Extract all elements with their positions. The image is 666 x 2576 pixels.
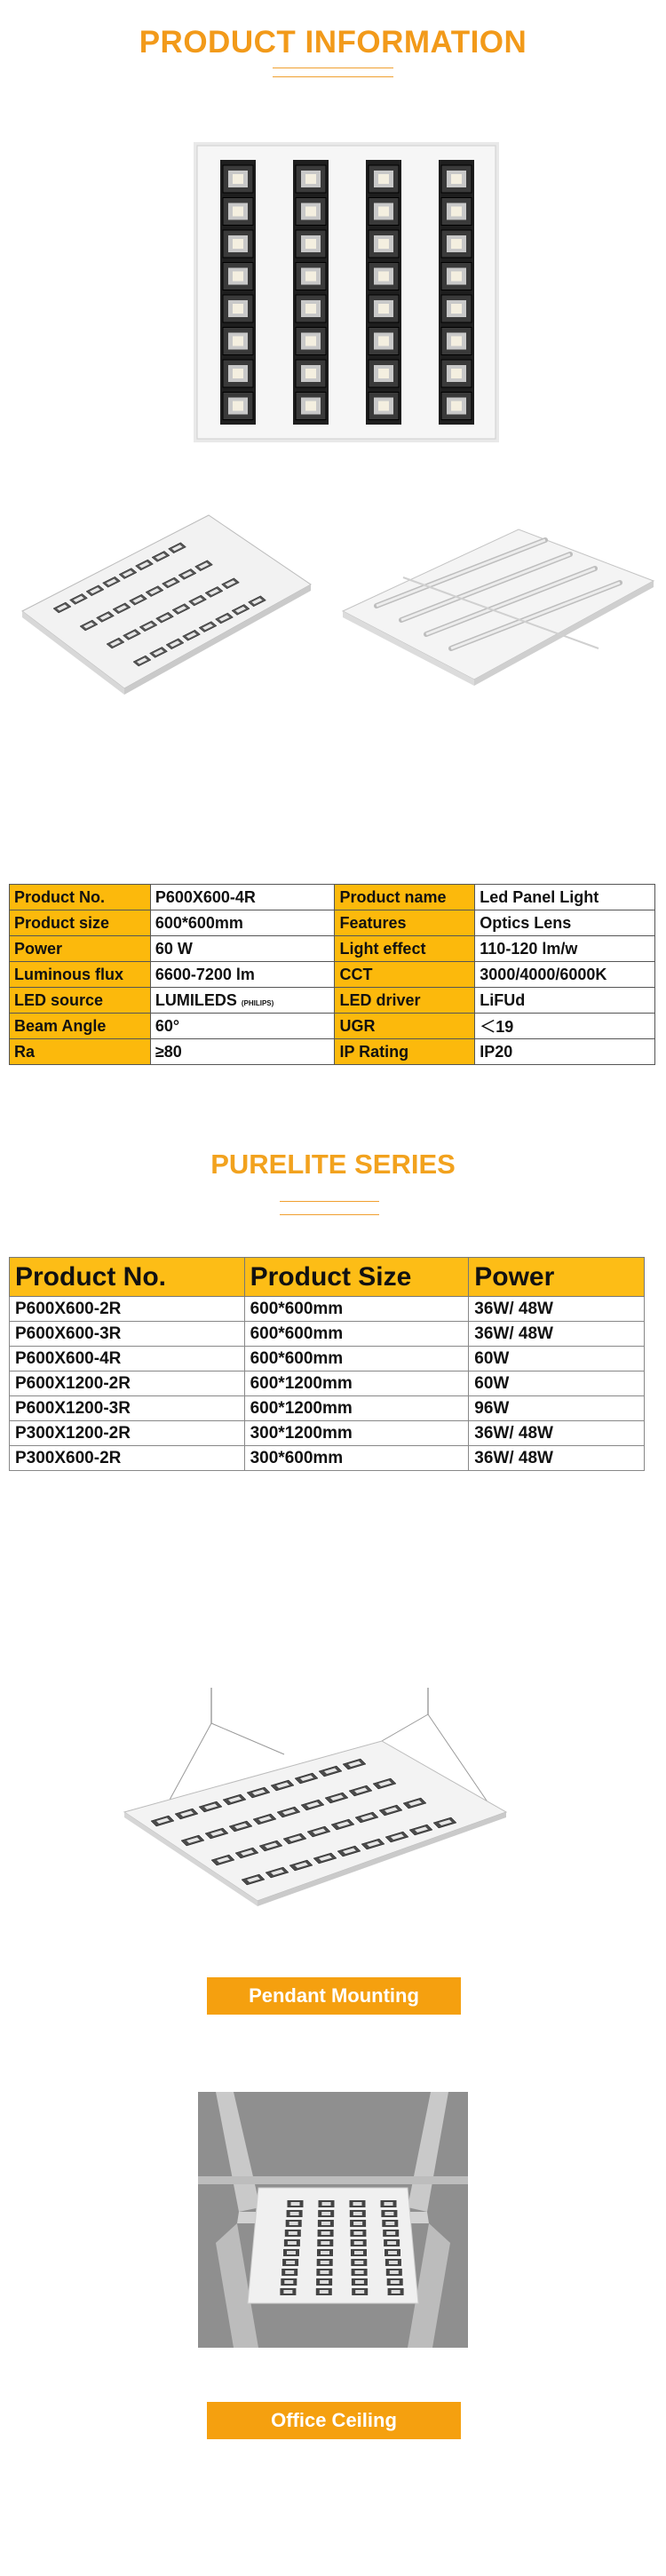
- spec-value-text: LUMILEDS: [155, 990, 237, 1009]
- series-cell-power: 96W: [469, 1396, 645, 1421]
- spec-row: [10, 885, 655, 910]
- pendant-mounting-photo: [115, 1688, 542, 1919]
- spec-key-text: LED driver: [339, 990, 421, 1009]
- spec-key: [335, 1039, 475, 1065]
- spec-value: [475, 885, 655, 910]
- spec-value-text: 6600-7200 lm: [155, 965, 255, 983]
- spec-key: [335, 962, 475, 988]
- page-title: PRODUCT INFORMATION: [139, 25, 527, 60]
- series-cell-product-size: 300*600mm: [244, 1446, 469, 1471]
- series-row: [10, 1446, 645, 1471]
- spec-key-text: Luminous flux: [14, 965, 123, 983]
- series-cell-product-size: 600*600mm: [244, 1322, 469, 1347]
- spec-key-text: Power: [14, 939, 63, 958]
- series-row: [10, 1297, 645, 1322]
- spec-value-text: LiFUd: [480, 990, 526, 1009]
- spec-table: [9, 884, 655, 1065]
- series-cell-product-no: P600X1200-2R: [10, 1371, 245, 1396]
- spec-key: [335, 936, 475, 962]
- spec-key: [10, 885, 151, 910]
- spec-value: [150, 910, 335, 936]
- spec-value: [150, 936, 335, 962]
- spec-key: [10, 1014, 151, 1039]
- spec-value-text: 110-120 lm/w: [480, 939, 578, 958]
- series-cell-product-no: P600X600-4R: [10, 1347, 245, 1371]
- series-cell-power: 36W/ 48W: [469, 1446, 645, 1471]
- spec-key: [335, 910, 475, 936]
- product-front-photo: [194, 142, 499, 442]
- series-table: [9, 1257, 645, 1471]
- series-cell-product-size: 600*600mm: [244, 1347, 469, 1371]
- spec-key: [335, 1014, 475, 1039]
- series-cell-power: 60W: [469, 1347, 645, 1371]
- spec-value: [150, 885, 335, 910]
- col-header-product-no: Product No.: [10, 1258, 245, 1297]
- spec-key: [10, 1039, 151, 1065]
- spec-key: [335, 885, 475, 910]
- series-row: [10, 1371, 645, 1396]
- series-cell-product-size: 600*1200mm: [244, 1371, 469, 1396]
- series-cell-power: 36W/ 48W: [469, 1297, 645, 1322]
- series-cell-product-no: P300X1200-2R: [10, 1421, 245, 1446]
- spec-key: [10, 910, 151, 936]
- spec-key-text: UGR: [339, 1016, 376, 1035]
- spec-key-text: Ra: [14, 1042, 36, 1061]
- spec-key-text: Features: [339, 913, 407, 932]
- spec-value: [150, 1039, 335, 1065]
- spec-value-text: 60°: [155, 1016, 180, 1035]
- office-ceiling-label: Office Ceiling: [207, 2402, 461, 2439]
- spec-value: [475, 936, 655, 962]
- pendant-mounting-label: Pendant Mounting: [207, 1977, 461, 2015]
- series-title: PURELITE SERIES: [210, 1149, 456, 1180]
- spec-value: [475, 1039, 655, 1065]
- spec-value-text: 60 W: [155, 939, 193, 958]
- col-header-power: Power: [469, 1258, 645, 1297]
- spec-value-note: (PHILIPS): [241, 998, 274, 1007]
- spec-value-text: 600*600mm: [155, 913, 243, 932]
- series-cell-power: 60W: [469, 1371, 645, 1396]
- series-header-row: [10, 1258, 645, 1297]
- spec-value: [475, 962, 655, 988]
- spec-key-text: Light effect: [339, 939, 426, 958]
- spec-value: [475, 988, 655, 1014]
- office-ceiling-photo: [198, 2092, 468, 2348]
- spec-key-text: IP Rating: [339, 1042, 409, 1061]
- series-cell-product-size: 600*600mm: [244, 1297, 469, 1322]
- spec-value-text: Led Panel Light: [480, 887, 599, 906]
- product-angle-back-photo: [341, 524, 657, 693]
- spec-key-text: Product name: [339, 887, 447, 906]
- spec-value-text: P600X600-4R: [155, 887, 256, 906]
- spec-row: [10, 1039, 655, 1065]
- spec-row: [10, 962, 655, 988]
- spec-key: [10, 988, 151, 1014]
- spec-row: [10, 910, 655, 936]
- series-cell-product-size: 600*1200mm: [244, 1396, 469, 1421]
- spec-value-text: Optics Lens: [480, 913, 572, 932]
- spec-key: [335, 988, 475, 1014]
- series-cell-product-no: P600X600-2R: [10, 1297, 245, 1322]
- series-cell-product-no: P300X600-2R: [10, 1446, 245, 1471]
- series-divider: [280, 1214, 379, 1215]
- series-cell-power: 36W/ 48W: [469, 1322, 645, 1347]
- spec-value-text: IP20: [480, 1042, 513, 1061]
- spec-key-text: LED source: [14, 990, 104, 1009]
- series-row: [10, 1347, 645, 1371]
- spec-value: [475, 1014, 655, 1039]
- series-cell-product-no: P600X600-3R: [10, 1322, 245, 1347]
- spec-value: [475, 910, 655, 936]
- spec-value-text: ＜19: [480, 1018, 514, 1036]
- col-header-product-size: Product Size: [244, 1258, 469, 1297]
- series-cell-power: 36W/ 48W: [469, 1421, 645, 1446]
- series-row: [10, 1396, 645, 1421]
- spec-value: [150, 962, 335, 988]
- series-cell-product-no: P600X1200-3R: [10, 1396, 245, 1421]
- spec-key: [10, 936, 151, 962]
- series-row: [10, 1421, 645, 1446]
- spec-row: [10, 936, 655, 962]
- spec-key-text: Beam Angle: [14, 1016, 107, 1035]
- spec-value-text: 3000/4000/6000K: [480, 965, 607, 983]
- spec-value: [150, 988, 335, 1014]
- spec-key-text: CCT: [339, 965, 373, 983]
- spec-key-text: Product No.: [14, 887, 105, 906]
- spec-row: [10, 988, 655, 1014]
- title-divider: [273, 76, 393, 77]
- product-angle-front-photo: [18, 506, 320, 697]
- spec-key: [10, 962, 151, 988]
- spec-value-text: ≥80: [155, 1042, 182, 1061]
- series-cell-product-size: 300*1200mm: [244, 1421, 469, 1446]
- spec-value: [150, 1014, 335, 1039]
- series-divider: [280, 1201, 379, 1202]
- series-row: [10, 1322, 645, 1347]
- spec-key-text: Product size: [14, 913, 110, 932]
- spec-row: [10, 1014, 655, 1039]
